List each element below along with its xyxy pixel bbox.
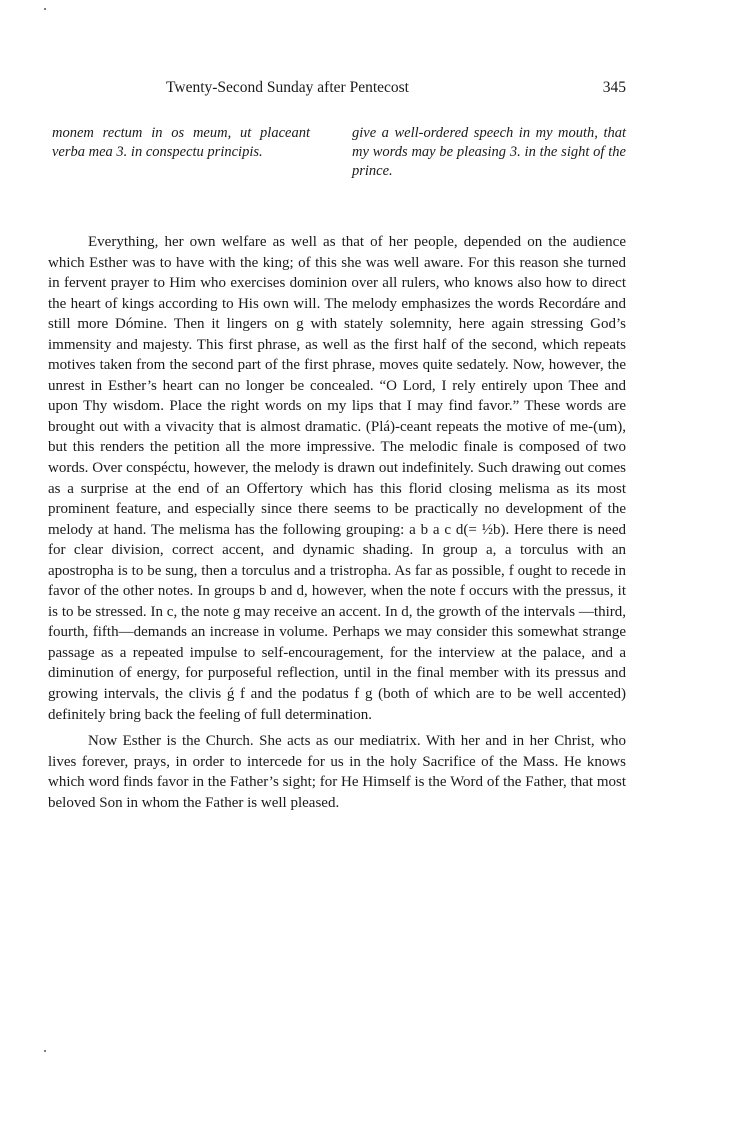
english-column — [352, 124, 626, 181]
latin-column — [52, 124, 310, 162]
running-header — [48, 78, 626, 98]
commentary-body — [48, 232, 626, 813]
paragraph-1: Everything, her own welfare as well as that of her people, depended on the audience which Esther was to have with the king; of this she was well aware. For this reason she turned in fervent prayer to Him who exercises dominion over all rulers, who knows also how to direct the heart of kings according to His own will. The melody emphasizes the words Recordáre and still more Dómine. Then it lingers on g with stately solemnity, here again stressing God’s immensity and majesty. This first phrase, as well as the first half of the second, which repeats motives taken from the second part of the first phrase, moves quite sedately. Now, however, the unrest in Esther’s heart can no longer be concealed. “O Lord, I rely entirely upon Thee and upon Thy wisdom. Place the right words on my lips that I may find favor.” These words are brought out with a vivacity that is almost dramatic. (Plá)-ceant repeats the motive of me-(um), but this renders the petition all the more impressive. The melodic finale is composed of two words. Over conspéctu, however, the melody is drawn out indefinitely. Such drawing out comes as a surprise at the end of an Offertory which has this florid closing melisma as its most prominent feature, and especially since there seems to be practically no development of the melody at hand. The melisma has the following grouping: a b a c d(= ½b). Here there is need for clear division, correct accent, and dynamic shading. In group a, a torculus with an apostropha is to be sung, then a torculus and a tristropha. As far as possible, f ought to recede in favor of the other notes. In groups b and d, however, when the note f occurs with the pressus, it is to be stressed. In c, the note g may receive an accent. In d, the growth of the intervals —third, fourth, fifth—demands an increase in volume. Perhaps we may consider this somewhat strange passage as a repeated impulse to self-encouragement, for the interview at the palace, and a diminution of energy, for purposeful reflection, until in the final member with its pressus and growing intervals, the clivis ǵ f and the podatus f g (both of which are to be well accented) definitely bring back the feeling of full determination. — [48, 234, 626, 723]
english-text: give a well-ordered speech in my mouth, that my words may be pleasing 3. in the sight of the prince. — [352, 125, 626, 179]
book-page — [48, 78, 626, 813]
latin-text: monem rectum in os meum, ut placeant verba mea 3. in conspectu principis. — [52, 125, 310, 160]
scan-speck-top — [44, 8, 46, 10]
parallel-text — [48, 124, 626, 214]
page-number: 345 — [602, 79, 626, 96]
paragraph-2: Now Esther is the Church. She acts as our mediatrix. With her and in her Christ, who lives forever, prays, in order to intercede for us in the holy Sacrifice of the Mass. He knows which word finds favor in the Father’s sight; for He Himself is the Word of the Father, that most beloved Son in whom the Father is well pleased. — [48, 733, 626, 811]
scan-speck-bottom — [44, 1050, 46, 1052]
running-title: Twenty-Second Sunday after Pentecost — [166, 79, 409, 96]
